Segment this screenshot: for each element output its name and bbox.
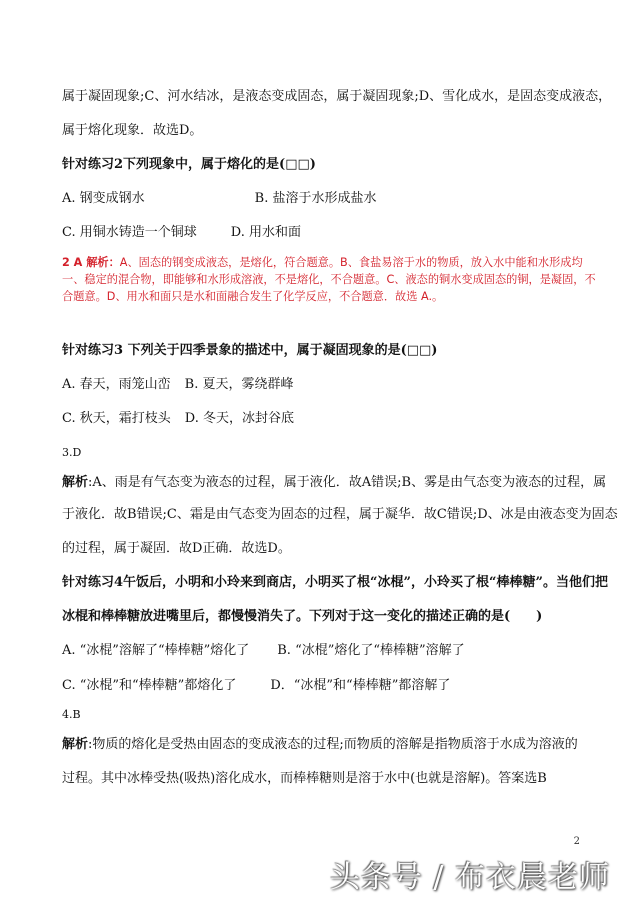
question-4-line: 冰棍和棒棒糖放进嘴里后，都慢慢消失了。下列对于这一变化的描述正确的是( ) (62, 609, 543, 624)
answer-2-body: A、固态的钢变成液态，是熔化，符合题意。B、食盐易溶于水的物质，放入水中能和水形成均一、稳定的混合物，即能够和水形成溶液，不是熔化，不合题意。C、液态的铜水变成固态的铜，是凝固，不合题意。D、用水和面只是水和面融合发生了化学反应，不合题意．故选 A.。 (62, 256, 596, 303)
question-3-options-ab (62, 376, 293, 393)
explanation-text: :物质的熔化是受热由固态的变成液态的过程;而物质的溶解是指物质溶于水成为溶液的 (88, 737, 578, 752)
option-c: C. “冰棍”和“棒棒糖”都熔化了 (62, 678, 237, 693)
question-2-options-cd (62, 224, 301, 241)
explanation-3-line: 的过程，属于凝固．故D正确．故选D。 (62, 541, 291, 556)
option-b: B. 夏天，雾绕群峰 (184, 377, 294, 392)
question-4-line: 针对练习4午饭后，小明和小玲来到商店，小明买了根“冰棍”，小玲买了根“棒棒糖”。当他们把 (62, 575, 608, 590)
question-2-options-ab (62, 190, 376, 207)
explanation-3-line (62, 474, 606, 491)
answer-2-explanation (62, 254, 602, 305)
explanation-3-line: 于液化．故B错误;C、霜是由气态变为固态的过程，属于凝华．故C错误;D、冰是由液态变为固态 (62, 507, 618, 522)
explanation-4-line (62, 736, 578, 753)
answer-3: 3.D (62, 446, 82, 459)
explanation-4-line: 过程。其中冰棒受热(吸热)溶化成水，而棒棒糖则是溶于水中(也就是溶解)。答案选B (62, 771, 547, 786)
page-number: 2 (573, 836, 580, 847)
question-3-title: 针对练习3 下列关于四季景象的描述中，属于凝固现象的是(□□) (62, 343, 438, 358)
option-c: C. 用铜水铸造一个铜球 (62, 225, 197, 240)
question-2-title: 针对练习2下列现象中，属于熔化的是(□□) (62, 157, 316, 172)
option-b: B. “冰棍”熔化了“棒棒糖”溶解了 (277, 643, 465, 658)
option-b: B. 盐溶于水形成盐水 (254, 191, 377, 206)
option-a: A. “冰棍”溶解了“棒棒糖”熔化了 (62, 643, 250, 658)
question-4-options-ab (62, 642, 465, 659)
text-line: 属于凝固现象;C、河水结冰，是液态变成固态，属于凝固现象;D、雪化成水，是固态变成液态， (62, 89, 612, 104)
question-3-options-cd (62, 410, 294, 427)
answer-4: 4.B (62, 708, 81, 721)
option-c: C. 秋天，霜打枝头 (62, 411, 171, 426)
text-line: 属于熔化现象．故选D。 (62, 123, 203, 138)
explanation-text: :A、雨是有气态变为液态的过程，属于液化．故A错误;B、雾是由气态变为液态的过程，属 (88, 475, 607, 490)
watermark: 头条号 / 布衣晨老师 (329, 860, 610, 895)
explanation-label: 解析 (62, 475, 89, 490)
question-4-options-cd (62, 677, 450, 694)
explanation-label: 解析 (62, 737, 89, 752)
option-d: D．“冰棍”和“棒棒糖”都溶解了 (270, 678, 451, 693)
option-d: D. 冬天，冰封谷底 (184, 411, 294, 426)
option-a: A. 春天，雨笼山峦 (62, 377, 171, 392)
option-d: D. 用水和面 (230, 225, 301, 240)
answer-2-tag: 2 A 解析： (62, 256, 120, 269)
option-a: A. 钢变成钢水 (62, 191, 145, 206)
